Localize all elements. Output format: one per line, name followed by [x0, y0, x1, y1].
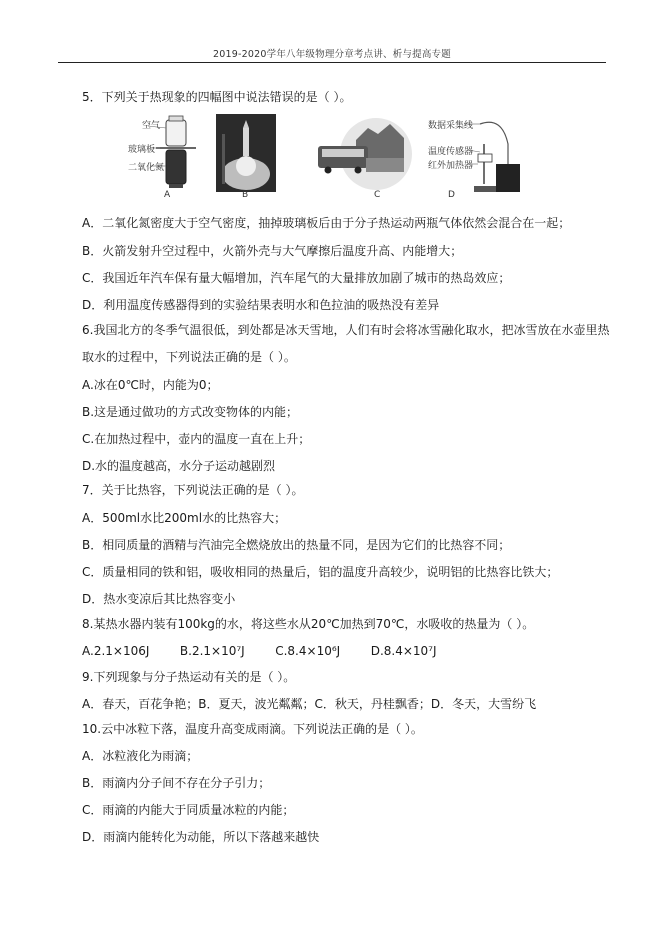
figure-d-heat-experiment	[428, 114, 528, 202]
figure-d-label-sensor: 温度传感器	[428, 147, 474, 157]
figure-a-label-no2: 二氧化氮	[128, 163, 165, 173]
question-5-option-b: B．火箭发射升空过程中，火箭外壳与大气摩擦后温度升高、内能增大；	[82, 244, 463, 258]
figure-d-label-data-cable: 数据采集线	[428, 121, 474, 131]
figure-b-rocket-launch	[216, 114, 276, 202]
question-10-option-c: C．雨滴的内能大于同质量冰粒的内能；	[82, 803, 295, 817]
figure-b-tag: B	[242, 190, 249, 200]
question-7-option-a: A．500ml水比200ml水的比热容大；	[82, 511, 287, 525]
question-7-stem: 7．关于比热容，下列说法正确的是（ ）。	[82, 483, 304, 497]
question-10-option-d: D．雨滴内能转化为动能，所以下落越来越快	[82, 830, 320, 844]
question-9-stem: 9.下列现象与分子热运动有关的是（ ）。	[82, 670, 296, 684]
question-5-option-d: D．利用温度传感器得到的实验结果表明水和色拉油的吸热没有差异	[82, 298, 440, 312]
figure-c-tag: C	[374, 190, 381, 200]
question-10-option-b: B．雨滴内分子间不存在分子引力；	[82, 776, 271, 790]
figure-a-label-air: 空气	[142, 121, 161, 131]
question-7-option-d: D．热水变凉后其比热容变小	[82, 592, 236, 606]
figure-a-label-glass: 玻璃板	[128, 145, 156, 155]
question-9-options: A．春天，百花争艳；B．夏天，波光粼粼；C．秋天，丹桂飘香；D．冬天，大雪纷飞	[82, 697, 537, 711]
question-5-option-c: C．我国近年汽车保有量大幅增加，汽车尾气的大量排放加剧了城市的热岛效应；	[82, 271, 511, 285]
figure-row	[128, 114, 474, 202]
question-10-stem: 10.云中冰粒下落，温度升高变成雨滴。下列说法正确的是（ ）。	[82, 722, 423, 736]
figure-a-gas-diffusion	[130, 114, 200, 202]
page-header: 2019-2020学年八年级物理分章考点讲、析与提高专题	[213, 49, 451, 60]
question-7-option-c: C．质量相同的铁和铝，吸收相同的热量后，铝的温度升高较少，说明铝的比热容比铁大；	[82, 565, 559, 579]
figure-d-label-heater: 红外加热器	[428, 161, 474, 171]
question-5-option-a: A．二氧化氮密度大于空气密度，抽掉玻璃板后由于分子热运动两瓶气体依然会混合在一起；	[82, 216, 571, 230]
question-6-option-b: B.这是通过做功的方式改变物体的内能；	[82, 405, 299, 419]
question-8-options: A.2.1×106J B.2.1×10⁷J C.8.4×10⁶J D.8.4×10⁷J	[82, 644, 437, 658]
question-6-stem-line-2: 取水的过程中，下列说法正确的是（ ）。	[82, 350, 296, 364]
figure-c-city-traffic	[316, 114, 412, 202]
question-10-option-a: A．冰粒液化为雨滴；	[82, 749, 199, 763]
question-6-stem-line-1: 6.我国北方的冬季气温很低，到处都是冰天雪地，人们有时会将冰雪融化取水，把冰雪放在水壶里热	[82, 323, 610, 337]
question-8-stem: 8.某热水器内装有100kg的水，将这些水从20℃加热到70℃，水吸收的热量为（ ）。	[82, 617, 535, 631]
question-6-option-a: A.冰在0℃时，内能为0；	[82, 378, 219, 392]
question-6-option-d: D.水的温度越高，水分子运动越剧烈	[82, 459, 276, 473]
question-6-option-c: C.在加热过程中，壶内的温度一直在上升；	[82, 432, 311, 446]
figure-d-tag: D	[448, 190, 455, 200]
question-5-stem: 5．下列关于热现象的四幅图中说法错误的是（ ）。	[82, 90, 352, 104]
question-7-option-b: B．相同质量的酒精与汽油完全燃烧放出的热量不同，是因为它们的比热容不同；	[82, 538, 511, 552]
header-rule	[58, 62, 606, 63]
figure-a-tag: A	[164, 190, 171, 200]
